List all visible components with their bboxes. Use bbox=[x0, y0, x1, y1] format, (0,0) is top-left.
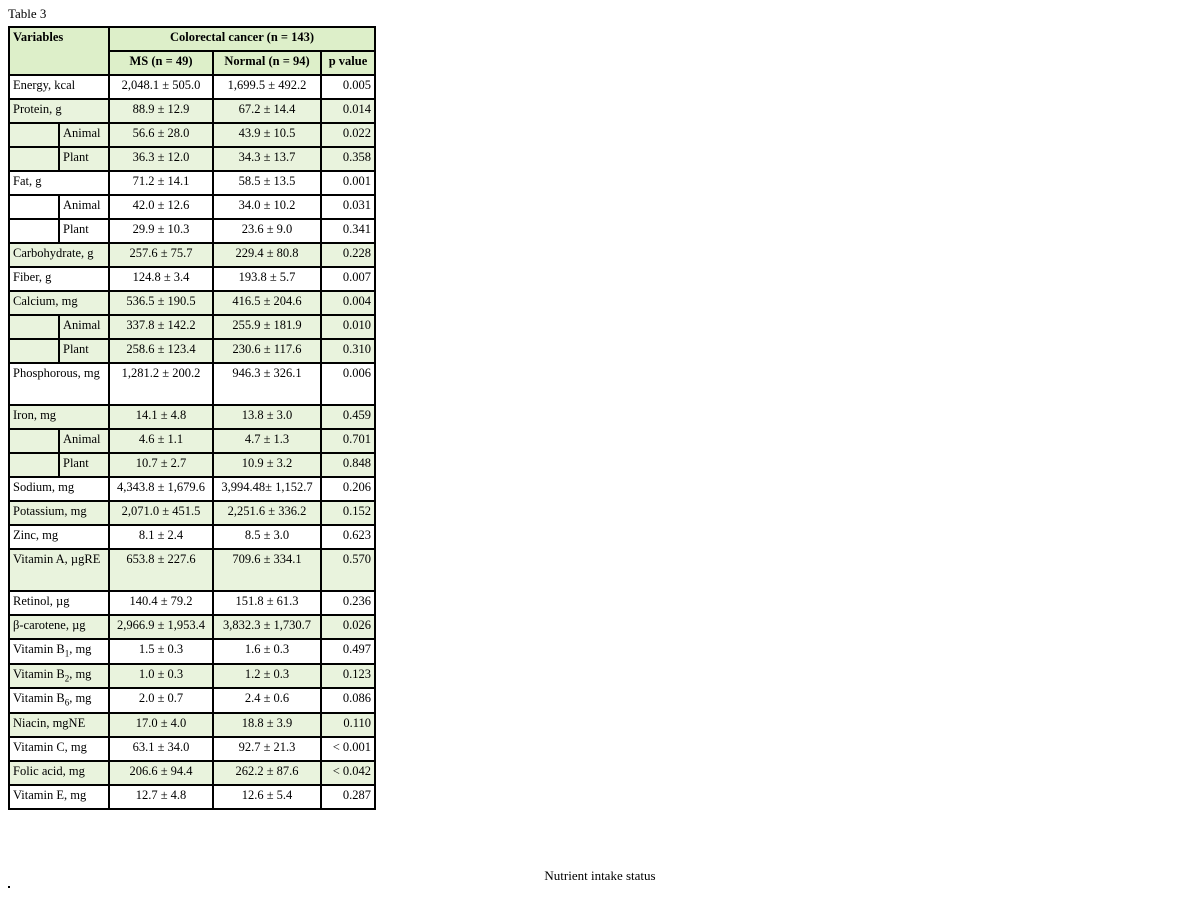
row-label: Potassium, mg bbox=[9, 501, 109, 525]
normal-value: 255.9 ± 181.9 bbox=[213, 315, 321, 339]
table-row bbox=[9, 171, 375, 195]
table-label: Table 3 bbox=[8, 6, 47, 21]
p-value: < 0.042 bbox=[321, 761, 375, 785]
ms-value: 206.6 ± 94.4 bbox=[109, 761, 213, 785]
header-normal: Normal (n = 94) bbox=[213, 51, 321, 75]
indent-cell bbox=[9, 219, 59, 243]
row-label: Niacin, mgNE bbox=[9, 713, 109, 737]
table-row bbox=[9, 147, 375, 171]
p-value: 0.031 bbox=[321, 195, 375, 219]
ms-value: 1.5 ± 0.3 bbox=[109, 639, 213, 664]
table-row bbox=[9, 688, 375, 713]
indent-cell bbox=[9, 339, 59, 363]
ms-value: 12.7 ± 4.8 bbox=[109, 785, 213, 809]
row-label: Animal bbox=[59, 315, 109, 339]
normal-value: 2.4 ± 0.6 bbox=[213, 688, 321, 713]
table-row bbox=[9, 713, 375, 737]
p-value: 0.005 bbox=[321, 75, 375, 99]
p-value: < 0.001 bbox=[321, 737, 375, 761]
p-value: 0.010 bbox=[321, 315, 375, 339]
table-row bbox=[9, 219, 375, 243]
ms-value: 1,281.2 ± 200.2 bbox=[109, 363, 213, 405]
normal-value: 151.8 ± 61.3 bbox=[213, 591, 321, 615]
normal-value: 43.9 ± 10.5 bbox=[213, 123, 321, 147]
indent-cell bbox=[9, 315, 59, 339]
normal-value: 4.7 ± 1.3 bbox=[213, 429, 321, 453]
p-value: 0.570 bbox=[321, 549, 375, 591]
row-label: Fiber, g bbox=[9, 267, 109, 291]
table-row bbox=[9, 99, 375, 123]
table-row bbox=[9, 405, 375, 429]
nutrient-table bbox=[8, 26, 376, 810]
p-value: 0.287 bbox=[321, 785, 375, 809]
normal-value: 709.6 ± 334.1 bbox=[213, 549, 321, 591]
p-value: 0.623 bbox=[321, 525, 375, 549]
p-value: 0.848 bbox=[321, 453, 375, 477]
ms-value: 653.8 ± 227.6 bbox=[109, 549, 213, 591]
row-label: Sodium, mg bbox=[9, 477, 109, 501]
ms-value: 536.5 ± 190.5 bbox=[109, 291, 213, 315]
p-value: 0.014 bbox=[321, 99, 375, 123]
ms-value: 258.6 ± 123.4 bbox=[109, 339, 213, 363]
row-label: Vitamin $B_6$, mg bbox=[9, 688, 109, 713]
row-label: Energy, kcal bbox=[9, 75, 109, 99]
normal-value: 3,994.48± 1,152.7 bbox=[213, 477, 321, 501]
p-value: 0.497 bbox=[321, 639, 375, 664]
ms-value: 257.6 ± 75.7 bbox=[109, 243, 213, 267]
normal-value: 1.2 ± 0.3 bbox=[213, 664, 321, 689]
p-value: 0.206 bbox=[321, 477, 375, 501]
table-row bbox=[9, 291, 375, 315]
p-value: 0.152 bbox=[321, 501, 375, 525]
row-label: Carbohydrate, g bbox=[9, 243, 109, 267]
table-row bbox=[9, 639, 375, 664]
header-p: p value bbox=[321, 51, 375, 75]
table-row bbox=[9, 339, 375, 363]
normal-value: 12.6 ± 5.4 bbox=[213, 785, 321, 809]
ms-value: 8.1 ± 2.4 bbox=[109, 525, 213, 549]
table-body bbox=[9, 75, 375, 809]
p-value: 0.358 bbox=[321, 147, 375, 171]
ms-value: 4,343.8 ± 1,679.6 bbox=[109, 477, 213, 501]
p-value: 0.236 bbox=[321, 591, 375, 615]
indent-cell bbox=[9, 453, 59, 477]
table-row bbox=[9, 785, 375, 809]
ms-value: 63.1 ± 34.0 bbox=[109, 737, 213, 761]
normal-value: 1,699.5 ± 492.2 bbox=[213, 75, 321, 99]
table-row bbox=[9, 363, 375, 405]
normal-value: 1.6 ± 0.3 bbox=[213, 639, 321, 664]
ms-value: 88.9 ± 12.9 bbox=[109, 99, 213, 123]
row-label: Plant bbox=[59, 453, 109, 477]
indent-cell bbox=[9, 195, 59, 219]
ms-value: 2,966.9 ± 1,953.4 bbox=[109, 615, 213, 639]
normal-value: 23.6 ± 9.0 bbox=[213, 219, 321, 243]
table-row bbox=[9, 761, 375, 785]
row-label: Vitamin $B_1$, mg bbox=[9, 639, 109, 664]
normal-value: 34.3 ± 13.7 bbox=[213, 147, 321, 171]
table-row bbox=[9, 525, 375, 549]
normal-value: 262.2 ± 87.6 bbox=[213, 761, 321, 785]
row-label: Folic acid, mg bbox=[9, 761, 109, 785]
row-label: Protein, g bbox=[9, 99, 109, 123]
row-label: Phosphorous, mg bbox=[9, 363, 109, 405]
row-label: Animal bbox=[59, 429, 109, 453]
table-row bbox=[9, 664, 375, 689]
table-row bbox=[9, 267, 375, 291]
row-label: β-carotene, µg bbox=[9, 615, 109, 639]
normal-value: 92.7 ± 21.3 bbox=[213, 737, 321, 761]
p-value: 0.004 bbox=[321, 291, 375, 315]
ms-value: 29.9 ± 10.3 bbox=[109, 219, 213, 243]
footnote-dot bbox=[8, 886, 10, 888]
table-row bbox=[9, 75, 375, 99]
p-value: 0.701 bbox=[321, 429, 375, 453]
normal-value: 229.4 ± 80.8 bbox=[213, 243, 321, 267]
table-row bbox=[9, 315, 375, 339]
p-value: 0.459 bbox=[321, 405, 375, 429]
p-value: 0.001 bbox=[321, 171, 375, 195]
header-group: Colorectal cancer (n = 143) bbox=[109, 27, 375, 51]
ms-value: 2,071.0 ± 451.5 bbox=[109, 501, 213, 525]
ms-value: 71.2 ± 14.1 bbox=[109, 171, 213, 195]
row-label: Plant bbox=[59, 147, 109, 171]
table-row bbox=[9, 429, 375, 453]
row-label: Vitamin A, µgRE bbox=[9, 549, 109, 591]
row-label: Plant bbox=[59, 219, 109, 243]
normal-value: 10.9 ± 3.2 bbox=[213, 453, 321, 477]
ms-value: 2.0 ± 0.7 bbox=[109, 688, 213, 713]
ms-value: 337.8 ± 142.2 bbox=[109, 315, 213, 339]
normal-value: 8.5 ± 3.0 bbox=[213, 525, 321, 549]
table-row bbox=[9, 549, 375, 591]
table-row bbox=[9, 477, 375, 501]
table-row bbox=[9, 737, 375, 761]
table-caption: Nutrient intake status bbox=[544, 868, 656, 883]
row-label: Animal bbox=[59, 195, 109, 219]
p-value: 0.022 bbox=[321, 123, 375, 147]
ms-value: 4.6 ± 1.1 bbox=[109, 429, 213, 453]
normal-value: 13.8 ± 3.0 bbox=[213, 405, 321, 429]
p-value: 0.341 bbox=[321, 219, 375, 243]
normal-value: 193.8 ± 5.7 bbox=[213, 267, 321, 291]
p-value: 0.228 bbox=[321, 243, 375, 267]
table-row bbox=[9, 243, 375, 267]
indent-cell bbox=[9, 147, 59, 171]
ms-value: 36.3 ± 12.0 bbox=[109, 147, 213, 171]
row-label: Vitamin C, mg bbox=[9, 737, 109, 761]
indent-cell bbox=[9, 429, 59, 453]
header-variables: Variables bbox=[9, 27, 109, 75]
row-label: Plant bbox=[59, 339, 109, 363]
ms-value: 2,048.1 ± 505.0 bbox=[109, 75, 213, 99]
p-value: 0.123 bbox=[321, 664, 375, 689]
indent-cell bbox=[9, 123, 59, 147]
table-row bbox=[9, 501, 375, 525]
p-value: 0.310 bbox=[321, 339, 375, 363]
p-value: 0.026 bbox=[321, 615, 375, 639]
ms-value: 140.4 ± 79.2 bbox=[109, 591, 213, 615]
row-label: Retinol, µg bbox=[9, 591, 109, 615]
normal-value: 416.5 ± 204.6 bbox=[213, 291, 321, 315]
normal-value: 34.0 ± 10.2 bbox=[213, 195, 321, 219]
normal-value: 2,251.6 ± 336.2 bbox=[213, 501, 321, 525]
normal-value: 58.5 ± 13.5 bbox=[213, 171, 321, 195]
row-label: Animal bbox=[59, 123, 109, 147]
ms-value: 56.6 ± 28.0 bbox=[109, 123, 213, 147]
header-ms: MS (n = 49) bbox=[109, 51, 213, 75]
ms-value: 42.0 ± 12.6 bbox=[109, 195, 213, 219]
row-label: Vitamin E, mg bbox=[9, 785, 109, 809]
p-value: 0.086 bbox=[321, 688, 375, 713]
row-label: Zinc, mg bbox=[9, 525, 109, 549]
normal-value: 67.2 ± 14.4 bbox=[213, 99, 321, 123]
table-row bbox=[9, 123, 375, 147]
normal-value: 946.3 ± 326.1 bbox=[213, 363, 321, 405]
row-label: Vitamin $B_2$, mg bbox=[9, 664, 109, 689]
normal-value: 3,832.3 ± 1,730.7 bbox=[213, 615, 321, 639]
table-row bbox=[9, 453, 375, 477]
ms-value: 17.0 ± 4.0 bbox=[109, 713, 213, 737]
table-row bbox=[9, 591, 375, 615]
normal-value: 230.6 ± 117.6 bbox=[213, 339, 321, 363]
table-row bbox=[9, 615, 375, 639]
row-label: Calcium, mg bbox=[9, 291, 109, 315]
ms-value: 1.0 ± 0.3 bbox=[109, 664, 213, 689]
ms-value: 14.1 ± 4.8 bbox=[109, 405, 213, 429]
p-value: 0.006 bbox=[321, 363, 375, 405]
table-row bbox=[9, 195, 375, 219]
p-value: 0.007 bbox=[321, 267, 375, 291]
ms-value: 10.7 ± 2.7 bbox=[109, 453, 213, 477]
row-label: Iron, mg bbox=[9, 405, 109, 429]
ms-value: 124.8 ± 3.4 bbox=[109, 267, 213, 291]
normal-value: 18.8 ± 3.9 bbox=[213, 713, 321, 737]
p-value: 0.110 bbox=[321, 713, 375, 737]
row-label: Fat, g bbox=[9, 171, 109, 195]
